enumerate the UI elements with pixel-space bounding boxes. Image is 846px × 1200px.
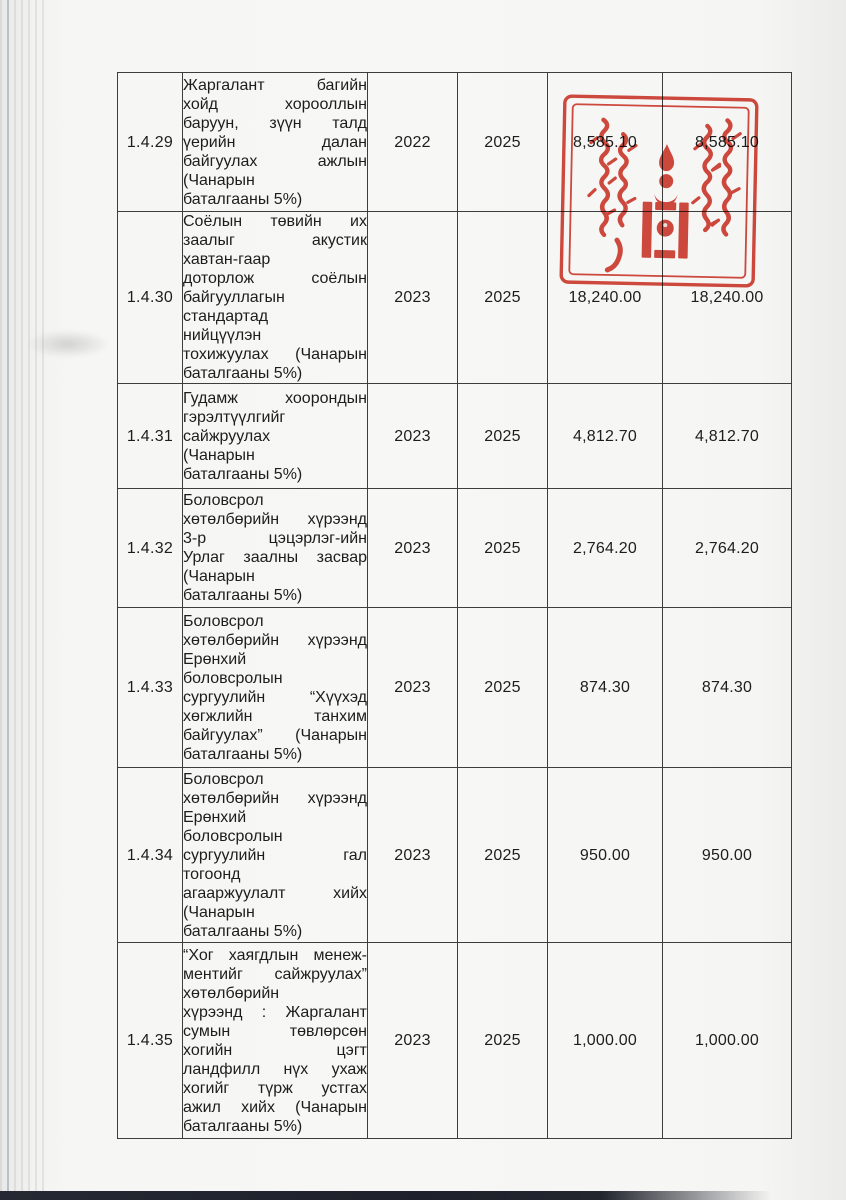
table-row xyxy=(118,212,792,384)
projects-table xyxy=(117,72,792,1139)
financing-amount: 874.30 xyxy=(663,608,792,768)
description-line: нийцүүлэн xyxy=(183,327,262,344)
description-line: үерийн далан xyxy=(183,133,367,151)
description-line: “Хог хаягдлын менеж- xyxy=(183,946,367,964)
description-line: Гудамж хоорондын xyxy=(183,389,367,407)
description-line: ажил хийх (Чанарын xyxy=(183,1098,367,1116)
description-line: Боловсрол xyxy=(183,770,264,788)
description-line: хойд хорооллын xyxy=(183,95,367,113)
budget-amount: 18,240.00 xyxy=(548,212,663,384)
budget-amount: 1,000.00 xyxy=(548,943,663,1139)
description-line: баталгааны 5%) xyxy=(183,190,303,208)
start-year: 2022 xyxy=(368,73,458,212)
end-year: 2025 xyxy=(458,943,548,1139)
description-line: Ерөнхий xyxy=(183,808,247,826)
description-line: сумын төвлөрсөн xyxy=(183,1022,367,1040)
description-line: баталгааны 5%) xyxy=(183,587,303,604)
project-description xyxy=(183,212,368,384)
description-line: тохижуулах (Чанарын xyxy=(183,346,367,363)
description-line: Ерөнхий xyxy=(183,650,247,668)
description-line: хөтөлбөрийн хүрээнд xyxy=(183,631,367,649)
end-year: 2025 xyxy=(458,212,548,384)
budget-amount: 8,585.10 xyxy=(548,73,663,212)
description-line: Соёлын төвийн их xyxy=(183,213,367,230)
table-row xyxy=(118,73,792,212)
description-line: ландфилл нүх ухаж xyxy=(183,1060,367,1078)
project-index: 1.4.29 xyxy=(118,73,183,212)
description-line: тогоонд xyxy=(183,865,241,883)
start-year: 2023 xyxy=(368,768,458,943)
description-line: баруун, зүүн талд xyxy=(183,114,367,132)
scan-smudge xyxy=(26,330,110,358)
description-line: Урлаг заалны засвар xyxy=(183,549,367,566)
description-line: (Чанарын xyxy=(183,903,255,921)
table-row xyxy=(118,943,792,1139)
description-line: баталгааны 5%) xyxy=(183,465,303,483)
description-line: сургуулийн “Хүүхэд xyxy=(183,688,367,706)
description-line: Боловсрол xyxy=(183,612,264,630)
financing-amount: 18,240.00 xyxy=(663,212,792,384)
description-line: хөтөлбөрийн хүрээнд xyxy=(183,511,367,528)
description-line: хөтөлбөрийн xyxy=(183,984,280,1002)
description-line: хөтөлбөрийн хүрээнд xyxy=(183,789,367,807)
description-line: баталгааны 5%) xyxy=(183,1117,303,1135)
start-year: 2023 xyxy=(368,943,458,1139)
project-description xyxy=(183,768,368,943)
budget-amount: 950.00 xyxy=(548,768,663,943)
description-line: хүрээнд : Жаргалант xyxy=(183,1003,367,1021)
description-line: хавтан-гаар xyxy=(183,251,271,268)
project-description xyxy=(183,73,368,212)
scanner-bottom-edge xyxy=(0,1191,772,1200)
start-year: 2023 xyxy=(368,212,458,384)
project-index: 1.4.33 xyxy=(118,608,183,768)
description-line: боловсролын xyxy=(183,827,283,845)
financing-amount: 950.00 xyxy=(663,768,792,943)
description-line: баталгааны 5%) xyxy=(183,922,303,940)
description-line: доторлож соёлын xyxy=(183,270,367,287)
project-description xyxy=(183,489,368,608)
budget-amount: 2,764.20 xyxy=(548,489,663,608)
scan-edge-line xyxy=(7,0,9,1200)
project-index: 1.4.35 xyxy=(118,943,183,1139)
table-row xyxy=(118,489,792,608)
description-line: баталгааны 5%) xyxy=(183,365,303,382)
start-year: 2023 xyxy=(368,384,458,489)
description-line: боловсролын xyxy=(183,669,283,687)
end-year: 2025 xyxy=(458,489,548,608)
start-year: 2023 xyxy=(368,608,458,768)
end-year: 2025 xyxy=(458,73,548,212)
financing-amount: 8,585.10 xyxy=(663,73,792,212)
end-year: 2025 xyxy=(458,608,548,768)
description-line: агааржуулалт хийх xyxy=(183,884,367,902)
project-index: 1.4.30 xyxy=(118,212,183,384)
project-index: 1.4.32 xyxy=(118,489,183,608)
description-line: гэрэлтүүлгийг xyxy=(183,408,286,426)
budget-amount: 4,812.70 xyxy=(548,384,663,489)
description-line: сургуулийн гал xyxy=(183,846,367,864)
description-line: байгуулах” (Чанарын xyxy=(183,726,367,744)
project-index: 1.4.31 xyxy=(118,384,183,489)
description-line: 3-р цэцэрлэг-ийн xyxy=(183,530,367,547)
projects-table-body xyxy=(118,73,792,1139)
description-line: ментийг сайжруулах” xyxy=(183,965,367,983)
project-description xyxy=(183,608,368,768)
description-line: сайжруулах xyxy=(183,427,271,445)
budget-amount: 874.30 xyxy=(548,608,663,768)
description-line: баталгааны 5%) xyxy=(183,745,303,763)
description-line: байгууллагын xyxy=(183,289,285,306)
description-line: стандартад xyxy=(183,308,269,325)
start-year: 2023 xyxy=(368,489,458,608)
financing-amount: 1,000.00 xyxy=(663,943,792,1139)
description-line: (Чанарын xyxy=(183,171,255,189)
table-row xyxy=(118,384,792,489)
financing-amount: 2,764.20 xyxy=(663,489,792,608)
description-line: Боловсрол xyxy=(183,492,264,509)
table-row xyxy=(118,768,792,943)
description-line: хөгжлийн танхим xyxy=(183,707,367,725)
project-description xyxy=(183,943,368,1139)
description-line: хогийг түрж устгах xyxy=(183,1079,367,1097)
description-line: байгуулах ажлын xyxy=(183,152,367,170)
description-line: (Чанарын xyxy=(183,568,255,585)
description-line: хогийн цэгт xyxy=(183,1041,367,1059)
end-year: 2025 xyxy=(458,384,548,489)
project-index: 1.4.34 xyxy=(118,768,183,943)
project-description xyxy=(183,384,368,489)
description-line: Жаргалант багийн xyxy=(183,76,367,94)
description-line: (Чанарын xyxy=(183,446,255,464)
description-line: заалыг акустик xyxy=(183,232,367,249)
end-year: 2025 xyxy=(458,768,548,943)
table-row xyxy=(118,608,792,768)
financing-amount: 4,812.70 xyxy=(663,384,792,489)
